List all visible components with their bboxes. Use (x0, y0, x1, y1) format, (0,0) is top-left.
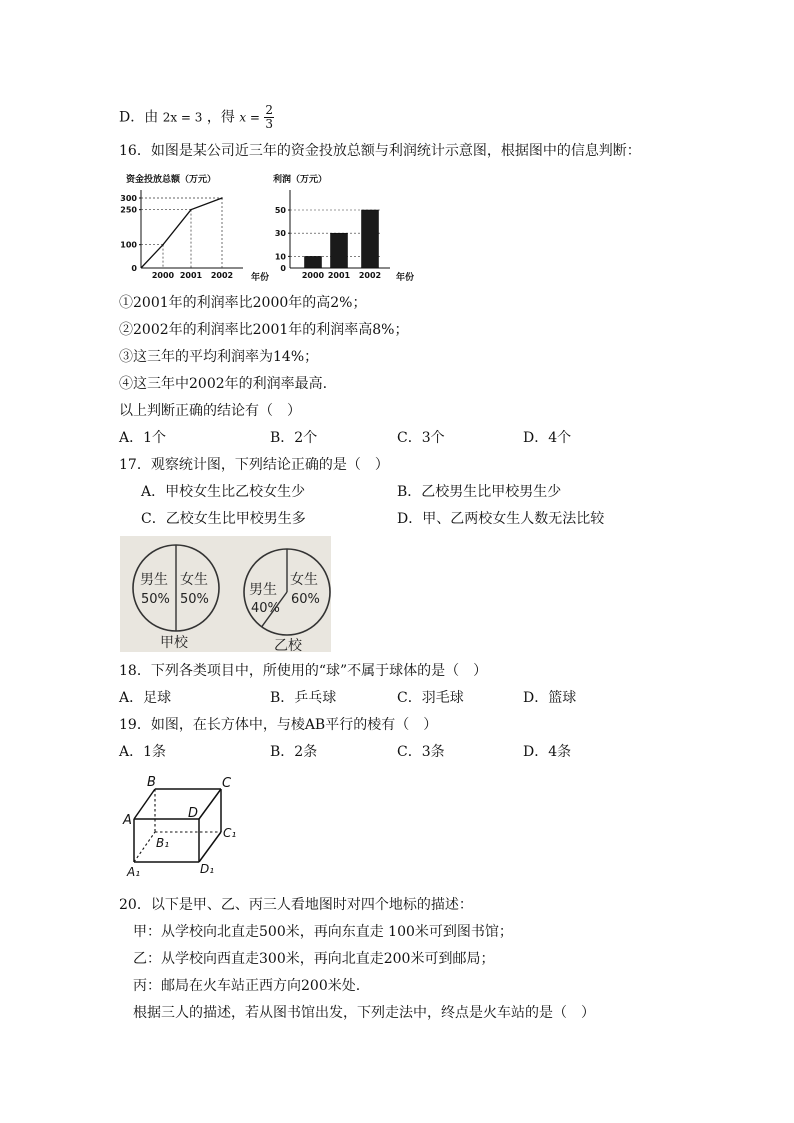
cuboid-diagram (120, 772, 240, 882)
label-D: D (188, 806, 199, 821)
q15-fraction-denominator: 3 (265, 117, 274, 131)
line-chart-x-tick-label: 2000 (151, 271, 175, 280)
q20-stem: 20．以下是甲、乙、丙三人看地图时对四个地标的描述： (119, 897, 473, 913)
bar-chart-plot (275, 190, 390, 280)
label-A1: A₁ (127, 865, 141, 879)
line-chart-y-tick-label: 100 (120, 240, 137, 250)
bar-chart-x-tick-label: 2002 (358, 271, 382, 280)
label-B: B (147, 775, 156, 790)
bar-chart-x-tick-label: 2000 (301, 271, 325, 280)
q15-fraction-numerator: 2 (265, 103, 274, 117)
q18-stem: 18．下列各类项目中，所使用的“球”不属于球体的是（ ） (119, 663, 488, 679)
label-C1: C₁ (223, 826, 237, 840)
label-C: C (222, 776, 232, 791)
pie-a-school: 甲校 (160, 635, 188, 651)
q17-option-c[interactable]: C．乙校女生比甲校男生多 (141, 511, 306, 527)
line-chart-plot (120, 190, 243, 280)
pie-b-boys-label: 男生 (249, 582, 277, 598)
edge-A-B (134, 789, 155, 819)
q19-option-b[interactable]: B．2条 (270, 744, 318, 760)
q15-option-d (119, 104, 274, 131)
q17-option-b[interactable]: B．乙校男生比甲校男生少 (397, 484, 562, 500)
q19-option-d[interactable]: D．4条 (523, 744, 572, 760)
q19-option-a[interactable]: A．1条 (119, 744, 167, 760)
pie-a-girls-pct: 50% (180, 592, 209, 607)
pie-a-boys-label: 男生 (140, 572, 168, 588)
q16-statement-4: ④这三年中2002年的利润率最高. (119, 376, 328, 392)
q18-option-a[interactable]: A．足球 (119, 690, 172, 706)
q18-option-b[interactable]: B．乒乓球 (270, 690, 337, 706)
pie-b-boys-pct: 40% (251, 601, 280, 616)
investment-line-chart (120, 170, 283, 283)
bar-chart-x-tick-label: 2001 (327, 271, 351, 280)
q18-option-d[interactable]: D．篮球 (523, 690, 577, 706)
bar-chart-y-tick-label: 50 (274, 206, 286, 215)
bar-chart-y-tick-label: 0 (280, 264, 286, 273)
bar-chart-y-tick-label: 10 (274, 252, 286, 262)
line-chart-y-tick-label: 0 (131, 264, 137, 273)
q18-option-c[interactable]: C．羽毛球 (397, 690, 464, 706)
pie-b-girls-pct: 60% (291, 592, 320, 607)
label-B1: B₁ (156, 836, 170, 850)
pie-charts (120, 536, 331, 652)
line-chart-y-tick-label: 250 (120, 205, 137, 215)
q16-statement-1: ①2001年的利润率比2000年的高2%； (119, 295, 367, 311)
q16-option-a[interactable]: A．1个 (119, 430, 167, 446)
q16-statement-2: ②2002年的利润率比2001年的利润率高8%； (119, 322, 409, 338)
q17-stem: 17．观察统计图，下列结论正确的是（ ） (119, 457, 389, 473)
q16-question: 以上判断正确的结论有（ ） (119, 403, 301, 419)
q16-option-d[interactable]: D．4个 (523, 430, 572, 446)
line-chart-series-line (141, 198, 222, 268)
q16-stem: 16．如图是某公司近三年的资金投放总额与利润统计示意图，根据图中的信息判断： (119, 143, 641, 159)
bar-chart-xlabel: 年份 (396, 273, 415, 283)
q15-var: x = (239, 110, 260, 125)
line-chart-title: 资金投放总额（万元） (126, 175, 217, 185)
bar-chart-bar (331, 233, 348, 268)
bar-chart-bar (305, 256, 322, 268)
pie-charts-panel (120, 536, 331, 652)
line-chart-point (190, 209, 192, 211)
q15-option-d-label: D．由 (119, 109, 159, 126)
q16-option-c[interactable]: C．3个 (397, 430, 445, 446)
q15-fraction (264, 104, 274, 131)
label-A: A (123, 813, 132, 828)
q17-option-d[interactable]: D．甲、乙两校女生人数无法比较 (397, 511, 605, 527)
q20-line-4: 根据三人的描述，若从图书馆出发，下列走法中，终点是火车站的是（ ） (133, 1005, 595, 1021)
pie-a-girls-label: 女生 (180, 572, 208, 588)
line-chart-x-tick-label: 2001 (179, 271, 203, 280)
pie-b-girls-label: 女生 (290, 572, 318, 588)
q16-statement-3: ③这三年的平均利润率为14%； (119, 349, 319, 365)
line-chart-x-tick-label: 2002 (210, 271, 234, 280)
line-chart-y-tick-label: 300 (120, 194, 137, 203)
bar-chart-y-tick-label: 30 (274, 229, 286, 239)
pie-a-boys-pct: 50% (141, 592, 170, 607)
edge-A1-B1-hidden (134, 832, 155, 862)
bar-chart-title: 利润（万元） (273, 175, 328, 185)
edge-D-C (199, 789, 221, 819)
q17-option-a[interactable]: A．甲校女生比乙校女生少 (141, 484, 306, 500)
q19-stem: 19．如图，在长方体中，与棱AB平行的棱有（ ） (119, 717, 438, 733)
edge-D1-C1 (199, 832, 221, 862)
bar-chart-bar (362, 210, 379, 268)
line-chart-point (221, 197, 223, 199)
line-chart-point (162, 244, 164, 246)
q15-separator: ，得 (206, 109, 235, 126)
label-D1: D₁ (200, 862, 215, 876)
q15-equation-left: 2x = 3 (162, 110, 203, 125)
q16-option-b[interactable]: B．2个 (270, 430, 318, 446)
pie-b-school: 乙校 (274, 638, 302, 652)
q20-line-1: 甲：从学校向北直走500米，再向东直走 100米可到图书馆； (133, 924, 513, 940)
q20-line-2: 乙：从学校向西直走300米，再向北直走200米可到邮局； (133, 951, 495, 967)
profit-bar-chart (270, 170, 430, 282)
q20-line-3: 丙：邮局在火车站正西方向200米处. (133, 978, 361, 994)
line-chart-xlabel: 年份 (251, 273, 270, 283)
q19-option-c[interactable]: C．3条 (397, 744, 445, 760)
